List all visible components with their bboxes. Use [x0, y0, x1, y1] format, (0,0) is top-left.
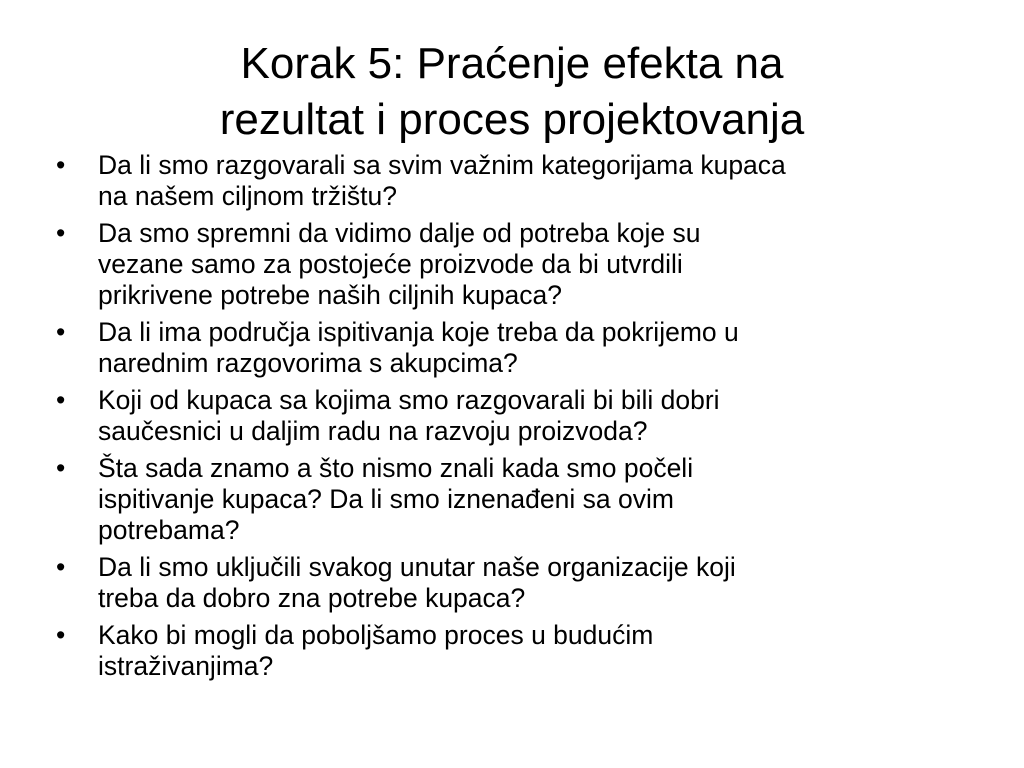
bullet-line: Da li smo uključili svakog unutar naše organizacije koji: [98, 552, 736, 582]
bullet-line: narednim razgovorima s akupcima?: [98, 348, 518, 378]
bullet-icon: •: [56, 150, 66, 180]
bullet-line: prikrivene potrebe naših ciljnih kupaca?: [98, 280, 563, 310]
bullet-text: [98, 385, 1016, 447]
bullet-line: vezane samo za postojeće proizvode da bi utvrdili: [98, 249, 683, 279]
bullet-item: [56, 317, 1016, 379]
bullet-text: [98, 150, 1016, 212]
slide-title-line: Korak 5: Praćenje efekta na: [240, 39, 784, 88]
bullet-list: [56, 150, 1016, 688]
bullet-item: [56, 150, 1016, 212]
bullet-item: [56, 218, 1016, 311]
bullet-line: Da li smo razgovarali sa svim važnim kategorijama kupaca: [98, 150, 786, 180]
bullet-icon: •: [56, 453, 66, 483]
bullet-item: [56, 552, 1016, 614]
bullet-icon: •: [56, 317, 66, 347]
bullet-icon: •: [56, 620, 66, 650]
bullet-line: treba da dobro zna potrebe kupaca?: [98, 583, 526, 613]
bullet-item: [56, 620, 1016, 682]
bullet-text: [98, 218, 1016, 311]
bullet-item: [56, 453, 1016, 546]
bullet-line: potrebama?: [98, 515, 240, 545]
bullet-line: Da smo spremni da vidimo dalje od potreba koje su: [98, 218, 701, 248]
bullet-line: Koji od kupaca sa kojima smo razgovarali bi bili dobri: [98, 385, 720, 415]
bullet-item: [56, 385, 1016, 447]
bullet-line: na našem ciljnom tržištu?: [98, 181, 397, 211]
bullet-icon: •: [56, 385, 66, 415]
bullet-text: [98, 620, 1016, 682]
bullet-line: ispitivanje kupaca? Da li smo iznenađeni sa ovim: [98, 484, 674, 514]
bullet-line: Kako bi mogli da poboljšamo proces u budućim: [98, 620, 654, 650]
slide-title: [0, 36, 1024, 148]
slide-title-line: rezultat i proces projektovanja: [219, 95, 805, 144]
bullet-text: [98, 317, 1016, 379]
bullet-icon: •: [56, 552, 66, 582]
bullet-icon: •: [56, 218, 66, 248]
bullet-line: saučesnici u daljim radu na razvoju proizvoda?: [98, 416, 648, 446]
bullet-text: [98, 552, 1016, 614]
bullet-line: Da li ima područja ispitivanja koje treba da pokrijemo u: [98, 317, 739, 347]
bullet-line: Šta sada znamo a što nismo znali kada smo počeli: [98, 453, 694, 483]
bullet-line: istraživanjima?: [98, 651, 274, 681]
bullet-text: [98, 453, 1016, 546]
